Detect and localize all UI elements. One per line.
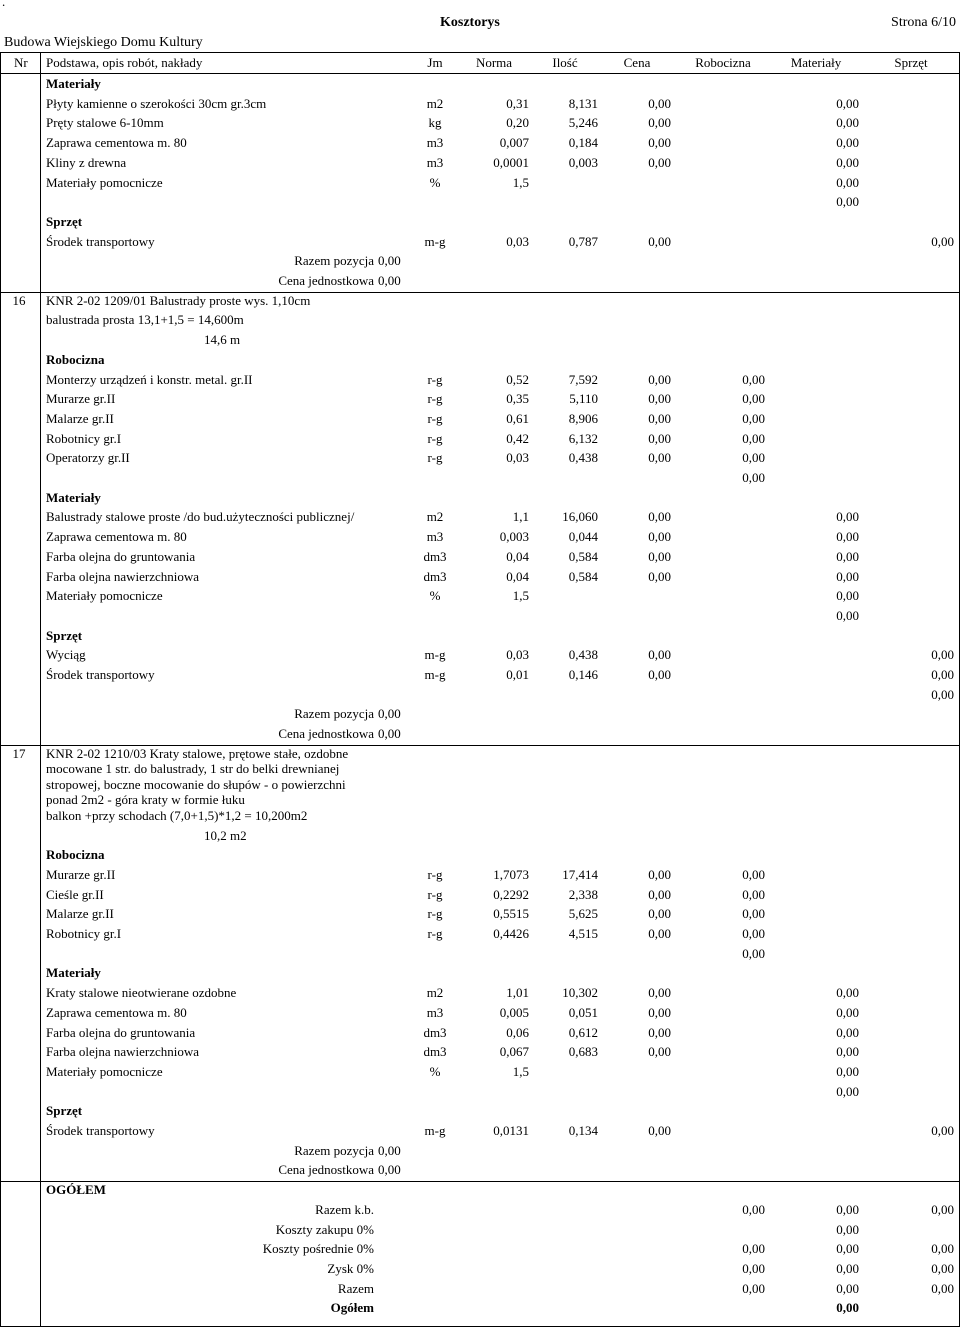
ilosc-cell: 0,584 <box>568 568 598 584</box>
col-robocizna: Robocizna <box>695 55 751 70</box>
summary-label: Razem pozycja <box>294 253 374 269</box>
line-description: Malarze gr.II <box>46 410 114 426</box>
sprzet-cell: 0,00 <box>931 1280 954 1296</box>
sprzet-cell: 0,00 <box>931 1260 954 1276</box>
nr-column-divider <box>40 52 41 1327</box>
item-number: 17 <box>12 745 26 761</box>
line-description: Murarze gr.II <box>46 866 116 882</box>
unit-cell: kg <box>428 115 442 131</box>
item-quantity: 14,6 m <box>204 332 241 348</box>
line-description: Kliny z drewna <box>46 154 127 170</box>
unit-cell: dm3 <box>423 568 447 584</box>
materialy-cell: 0,00 <box>836 194 859 210</box>
robocizna-cell: 0,00 <box>742 391 765 407</box>
cena-cell: 0,00 <box>648 866 671 882</box>
robocizna-cell: 0,00 <box>742 430 765 446</box>
line-description: Farba olejna nawierzchniowa <box>46 1044 200 1060</box>
materialy-cell: 0,00 <box>836 607 859 623</box>
line-description: KNR 2-02 1209/01 Balustrady proste wys. 1,10cm <box>46 292 311 308</box>
cena-cell: 0,00 <box>648 391 671 407</box>
cena-cell: 0,00 <box>648 906 671 922</box>
ilosc-cell: 2,338 <box>568 886 598 902</box>
summary-label: Koszty pośrednie 0% <box>262 1241 374 1257</box>
materialy-cell: 0,00 <box>836 115 859 131</box>
unit-cell: m2 <box>426 95 444 111</box>
sprzet-cell: 0,00 <box>931 686 954 702</box>
materialy-cell: 0,00 <box>836 1241 859 1257</box>
norma-cell: 0,005 <box>499 1004 529 1020</box>
line-description: Balustrady stalowe proste /do bud.użyteczności publicznej/ <box>46 509 355 525</box>
unit-cell: m3 <box>426 1004 444 1020</box>
section-heading: Materiały <box>46 76 101 91</box>
item-separator <box>0 292 960 293</box>
table-left-border <box>0 52 1 1327</box>
summary-label: Razem k.b. <box>315 1201 374 1217</box>
unit-cell: m-g <box>424 647 446 663</box>
item-quantity: 10,2 m2 <box>204 827 247 843</box>
materialy-cell: 0,00 <box>836 509 859 525</box>
col-cena: Cena <box>623 55 651 70</box>
summary-value: 0,00 <box>378 706 401 722</box>
col-jm: Jm <box>427 55 443 70</box>
col-sprzet: Sprzęt <box>894 55 928 70</box>
summary-value: 0,00 <box>378 273 401 288</box>
cena-cell: 0,00 <box>648 647 671 663</box>
line-description: balkon +przy schodach (7,0+1,5)*1,2 = 10,200m2 <box>46 807 308 823</box>
materialy-cell: 0,00 <box>836 548 859 564</box>
summary-label: Ogółem <box>330 1300 374 1316</box>
unit-cell: r-g <box>427 926 443 941</box>
sprzet-cell: 0,00 <box>931 1241 954 1257</box>
unit-cell: r-g <box>427 430 443 446</box>
cena-cell: 0,00 <box>648 233 671 249</box>
ilosc-cell: 10,302 <box>562 985 598 1001</box>
cena-cell: 0,00 <box>648 1024 671 1040</box>
col-nr: Nr <box>14 55 28 70</box>
line-description: Cieśle gr.II <box>46 886 104 902</box>
unit-cell: dm3 <box>423 1044 447 1060</box>
line-description: balustrada prosta 13,1+1,5 = 14,600m <box>46 312 244 328</box>
materialy-cell: 0,00 <box>836 1004 859 1020</box>
unit-cell: r-g <box>427 391 443 407</box>
cena-cell: 0,00 <box>648 154 671 170</box>
materialy-cell: 0,00 <box>836 135 859 151</box>
summary-label: Koszty zakupu 0% <box>275 1221 374 1237</box>
materialy-cell: 0,00 <box>836 1024 859 1040</box>
ilosc-cell: 6,132 <box>568 430 598 446</box>
section-heading: OGÓŁEM <box>46 1182 106 1198</box>
unit-cell: % <box>429 588 441 604</box>
robocizna-cell: 0,00 <box>742 450 765 466</box>
unit-cell: m2 <box>426 509 444 525</box>
norma-cell: 0,003 <box>499 529 529 545</box>
robocizna-cell: 0,00 <box>742 1201 765 1217</box>
summary-label: Razem <box>337 1280 374 1296</box>
robocizna-cell: 0,00 <box>742 1241 765 1257</box>
sprzet-cell: 0,00 <box>931 233 954 249</box>
ilosc-cell: 8,131 <box>568 95 598 111</box>
line-description: Zaprawa cementowa m. 80 <box>46 1004 187 1020</box>
norma-cell: 0,2292 <box>493 886 529 902</box>
norma-cell: 0,0131 <box>493 1123 529 1138</box>
unit-cell: r-g <box>427 866 443 882</box>
materialy-cell: 0,00 <box>836 95 859 111</box>
section-heading: Materiały <box>46 965 101 981</box>
ilosc-cell: 0,438 <box>568 647 598 663</box>
sprzet-cell: 0,00 <box>931 667 954 682</box>
unit-cell: m3 <box>426 529 444 545</box>
materialy-cell: 0,00 <box>836 1300 859 1316</box>
cena-cell: 0,00 <box>648 568 671 584</box>
sprzet-cell: 0,00 <box>931 647 954 663</box>
summary-value: 0,00 <box>378 1142 401 1158</box>
ilosc-cell: 0,612 <box>568 1024 598 1040</box>
unit-cell: % <box>429 1063 441 1079</box>
line-description: Wyciąg <box>46 647 86 663</box>
summary-value: 0,00 <box>378 253 401 269</box>
robocizna-cell: 0,00 <box>742 371 765 387</box>
norma-cell: 0,20 <box>506 115 529 131</box>
norma-cell: 1,7073 <box>493 866 529 882</box>
page-number: Strona 6/10 <box>891 15 956 30</box>
line-description: stropowej, boczne mocowanie do słupów - o powierzchni <box>46 776 346 792</box>
line-description: Płyty kamienne o szerokości 30cm gr.3cm <box>46 95 267 111</box>
line-description: Środek transportowy <box>46 233 155 249</box>
robocizna-cell: 0,00 <box>742 945 765 961</box>
col-norma: Norma <box>475 55 513 70</box>
unit-cell: m2 <box>426 985 444 1001</box>
section-heading: Robocizna <box>46 847 105 863</box>
norma-cell: 0,04 <box>506 548 529 564</box>
summary-label: Cena jednostkowa <box>278 1162 374 1178</box>
col-ilosc: Ilość <box>552 55 578 70</box>
summary-value: 0,00 <box>378 1162 401 1178</box>
robocizna-cell: 0,00 <box>742 410 765 426</box>
norma-cell: 0,067 <box>499 1044 529 1060</box>
ilosc-cell: 0,584 <box>568 548 598 564</box>
materialy-cell: 0,00 <box>836 1063 859 1079</box>
cena-cell: 0,00 <box>648 371 671 387</box>
ilosc-cell: 0,438 <box>568 450 598 466</box>
line-description: Farba olejna do gruntowania <box>46 1024 196 1040</box>
unit-cell: r-g <box>427 906 443 922</box>
section-heading: Sprzęt <box>46 627 83 643</box>
corner-dot: . <box>2 0 6 9</box>
robocizna-cell: 0,00 <box>742 886 765 902</box>
line-description: mocowane 1 str. do balustrady, 1 str do belki drewnianej <box>46 761 340 777</box>
unit-cell: r-g <box>427 371 443 387</box>
ilosc-cell: 0,003 <box>568 154 598 170</box>
norma-cell: 0,01 <box>506 667 529 682</box>
sprzet-cell: 0,00 <box>931 1201 954 1217</box>
ilosc-cell: 0,787 <box>568 233 598 249</box>
norma-cell: 0,35 <box>506 391 529 407</box>
materialy-cell: 0,00 <box>836 1260 859 1276</box>
ilosc-cell: 5,246 <box>568 115 598 131</box>
ilosc-cell: 17,414 <box>562 866 598 882</box>
materialy-cell: 0,00 <box>836 588 859 604</box>
cena-cell: 0,00 <box>648 430 671 446</box>
unit-cell: r-g <box>427 450 443 466</box>
cena-cell: 0,00 <box>648 450 671 466</box>
norma-cell: 0,61 <box>506 410 529 426</box>
norma-cell: 0,03 <box>506 233 529 249</box>
ilosc-cell: 0,184 <box>568 135 598 151</box>
norma-cell: 0,42 <box>506 430 529 446</box>
line-description: Robotnicy gr.I <box>46 926 122 941</box>
line-description: Materiały pomocnicze <box>46 588 163 604</box>
norma-cell: 0,0001 <box>493 154 529 170</box>
ilosc-cell: 0,044 <box>568 529 598 545</box>
norma-cell: 1,01 <box>506 985 529 1001</box>
summary-label: Razem pozycja <box>294 706 374 722</box>
ilosc-cell: 0,146 <box>568 667 598 682</box>
col-materialy: Materiały <box>790 55 842 70</box>
ilosc-cell: 7,592 <box>568 371 598 387</box>
materialy-cell: 0,00 <box>836 1221 859 1237</box>
cena-cell: 0,00 <box>648 548 671 564</box>
materialy-cell: 0,00 <box>836 1083 859 1099</box>
cena-cell: 0,00 <box>648 1004 671 1020</box>
line-description: Kraty stalowe nieotwierane ozdobne <box>46 985 237 1001</box>
materialy-cell: 0,00 <box>836 1201 859 1217</box>
ilosc-cell: 0,134 <box>568 1123 598 1138</box>
materialy-cell: 0,00 <box>836 154 859 170</box>
norma-cell: 0,5515 <box>493 906 529 922</box>
ilosc-cell: 0,051 <box>568 1004 598 1020</box>
unit-cell: dm3 <box>423 548 447 564</box>
unit-cell: m3 <box>426 135 444 151</box>
norma-cell: 0,4426 <box>493 926 529 941</box>
materialy-cell: 0,00 <box>836 1044 859 1060</box>
sprzet-cell: 0,00 <box>931 1123 954 1138</box>
line-description: Farba olejna nawierzchniowa <box>46 568 200 584</box>
ilosc-cell: 4,515 <box>568 926 598 941</box>
norma-cell: 0,31 <box>506 95 529 111</box>
item-number: 16 <box>12 292 26 308</box>
cena-cell: 0,00 <box>648 529 671 545</box>
section-heading: Materiały <box>46 489 101 505</box>
cena-cell: 0,00 <box>648 1044 671 1060</box>
cena-cell: 0,00 <box>648 985 671 1001</box>
line-description: ponad 2m2 - góra kraty w formie łuku <box>46 792 245 808</box>
project-name: Budowa Wiejskiego Domu Kultury <box>4 35 203 50</box>
summary-label: Cena jednostkowa <box>278 273 374 288</box>
unit-cell: m-g <box>424 1123 446 1138</box>
robocizna-cell: 0,00 <box>742 866 765 882</box>
summary-label: Cena jednostkowa <box>278 726 374 742</box>
robocizna-cell: 0,00 <box>742 470 765 485</box>
unit-cell: m-g <box>424 667 446 682</box>
robocizna-cell: 0,00 <box>742 926 765 941</box>
norma-cell: 0,52 <box>506 371 529 387</box>
robocizna-cell: 0,00 <box>742 1280 765 1296</box>
line-description: Materiały pomocnicze <box>46 1063 163 1079</box>
col-base: Podstawa, opis robót, nakłady <box>46 55 203 70</box>
ilosc-cell: 8,906 <box>568 410 598 426</box>
unit-cell: dm3 <box>423 1024 447 1040</box>
section-heading: Robocizna <box>46 351 105 367</box>
ilosc-cell: 0,683 <box>568 1044 598 1060</box>
line-description: Zaprawa cementowa m. 80 <box>46 529 187 545</box>
unit-cell: % <box>429 174 441 190</box>
norma-cell: 1,5 <box>512 1063 529 1079</box>
norma-cell: 1,1 <box>512 509 529 525</box>
norma-cell: 0,04 <box>506 568 529 584</box>
cena-cell: 0,00 <box>648 667 671 682</box>
norma-cell: 0,03 <box>506 450 529 466</box>
document-title: Kosztorys <box>440 15 500 30</box>
norma-cell: 0,03 <box>506 647 529 663</box>
line-description: Farba olejna do gruntowania <box>46 548 196 564</box>
materialy-cell: 0,00 <box>836 1280 859 1296</box>
line-description: Murarze gr.II <box>46 391 116 407</box>
line-description: Środek transportowy <box>46 667 155 682</box>
line-description: Malarze gr.II <box>46 906 114 922</box>
line-description: Zaprawa cementowa m. 80 <box>46 135 187 151</box>
ilosc-cell: 5,110 <box>569 391 598 407</box>
robocizna-cell: 0,00 <box>742 1260 765 1276</box>
table-bottom-rule <box>0 1326 960 1327</box>
norma-cell: 1,5 <box>512 174 529 190</box>
item-separator <box>0 745 960 746</box>
cena-cell: 0,00 <box>648 115 671 131</box>
unit-cell: m3 <box>426 154 444 170</box>
cena-cell: 0,00 <box>648 509 671 525</box>
line-description: Operatorzy gr.II <box>46 450 130 466</box>
unit-cell: r-g <box>427 410 443 426</box>
cena-cell: 0,00 <box>648 886 671 902</box>
item-separator <box>0 1181 960 1182</box>
materialy-cell: 0,00 <box>836 529 859 545</box>
cena-cell: 0,00 <box>648 926 671 941</box>
section-heading: Sprzęt <box>46 1103 83 1119</box>
ilosc-cell: 16,060 <box>562 509 598 525</box>
line-description: Środek transportowy <box>46 1123 155 1138</box>
cena-cell: 0,00 <box>648 95 671 111</box>
norma-cell: 1,5 <box>512 588 529 604</box>
norma-cell: 0,007 <box>499 135 529 151</box>
section-heading: Sprzęt <box>46 213 83 229</box>
line-description: KNR 2-02 1210/03 Kraty stalowe, prętowe stałe, ozdobne <box>46 745 349 761</box>
line-description: Monterzy urządzeń i konstr. metal. gr.II <box>46 371 253 387</box>
materialy-cell: 0,00 <box>836 985 859 1001</box>
line-description: Materiały pomocnicze <box>46 174 163 190</box>
norma-cell: 0,06 <box>506 1024 529 1040</box>
header-top-rule <box>0 52 960 53</box>
summary-label: Zysk 0% <box>327 1260 374 1276</box>
header-bottom-rule <box>0 73 960 74</box>
robocizna-cell: 0,00 <box>742 906 765 922</box>
unit-cell: r-g <box>427 886 443 902</box>
summary-label: Razem pozycja <box>294 1142 374 1158</box>
line-description: Pręty stalowe 6-10mm <box>46 115 164 131</box>
line-description: Robotnicy gr.I <box>46 430 122 446</box>
cena-cell: 0,00 <box>648 1123 671 1138</box>
unit-cell: m-g <box>424 233 446 249</box>
cena-cell: 0,00 <box>648 135 671 151</box>
cena-cell: 0,00 <box>648 410 671 426</box>
ilosc-cell: 5,625 <box>568 906 598 922</box>
summary-value: 0,00 <box>378 726 401 742</box>
materialy-cell: 0,00 <box>836 174 859 190</box>
materialy-cell: 0,00 <box>836 568 859 584</box>
